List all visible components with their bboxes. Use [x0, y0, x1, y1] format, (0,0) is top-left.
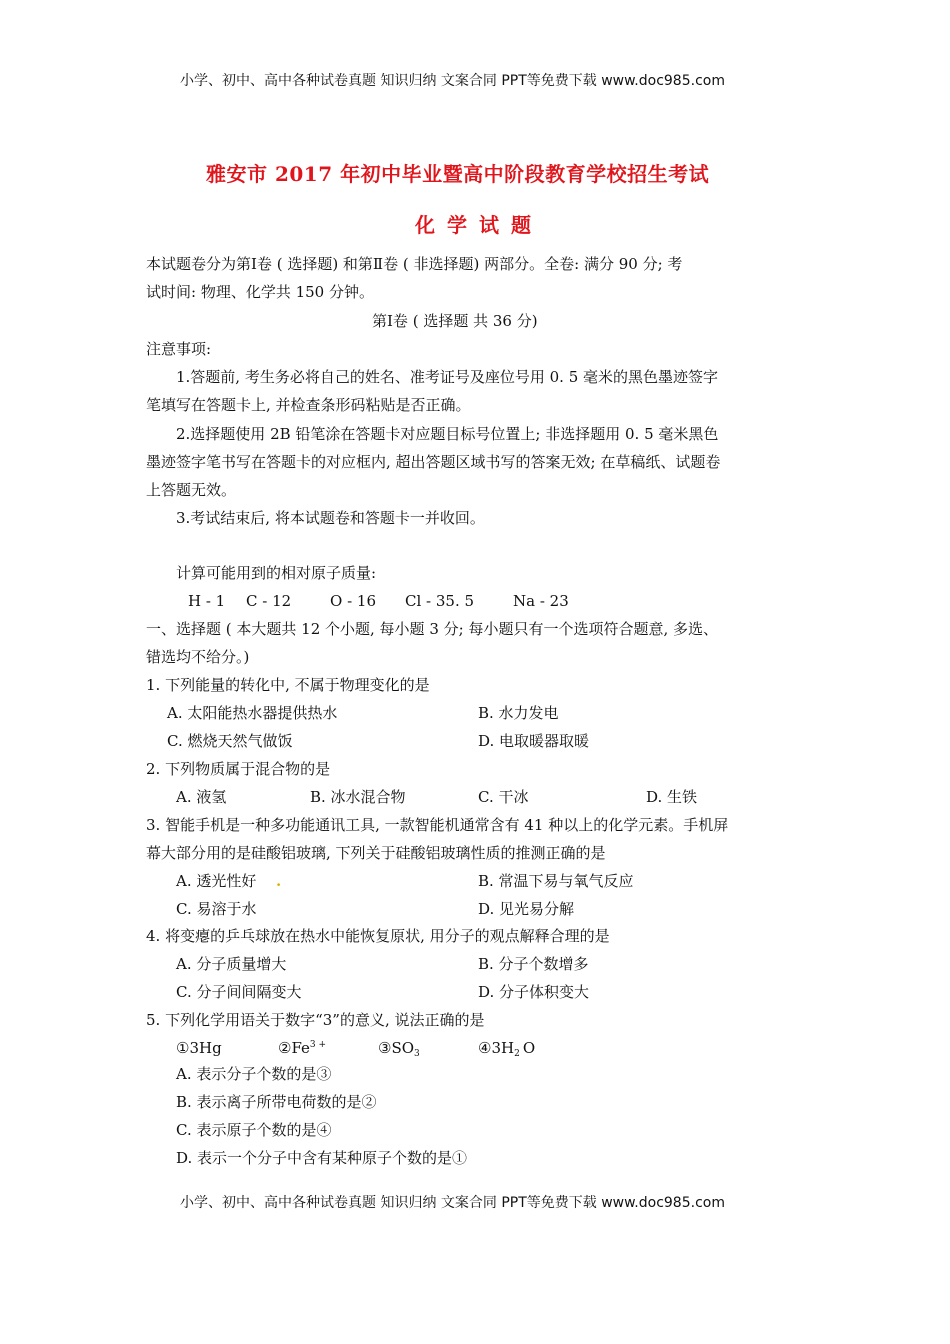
q1-option-d: D. 电取暖器取暖: [478, 732, 590, 750]
q1-option-a: A. 太阳能热水器提供热水: [167, 704, 338, 722]
q2-option-b: B. 冰水混合物: [310, 788, 406, 806]
subject-title: 化学试题: [415, 213, 543, 237]
q5-option-c: C. 表示原子个数的是④: [176, 1121, 332, 1139]
page-header: 小学、初中、高中各种试卷真题 知识归纳 文案合同 PPT等免费下载 www.doc985.com: [180, 73, 725, 89]
note-3: 3.考试结束后, 将本试题卷和答题卡一并收回。: [176, 509, 485, 527]
q1-option-c: C. 燃烧天然气做饭: [167, 732, 293, 750]
q1-option-b: B. 水力发电: [478, 704, 559, 722]
q4-option-b: B. 分子个数增多: [478, 955, 589, 973]
q1-stem: 1. 下列能量的转化中, 不属于物理变化的是: [146, 676, 430, 694]
q3-option-b: B. 常温下易与氧气反应: [478, 872, 634, 890]
page-footer: 小学、初中、高中各种试卷真题 知识归纳 文案合同 PPT等免费下载 www.doc985.com: [180, 1195, 725, 1211]
atomic-mass-h: H - 1: [188, 592, 226, 610]
atomic-mass-c: C - 12: [246, 592, 292, 610]
q3-option-c: C. 易溶于水: [176, 900, 257, 918]
q5-stem: 5. 下列化学用语关于数字“3”的意义, 说法正确的是: [146, 1011, 485, 1029]
note-2a: 2.选择题使用 2B 铅笔涂在答题卡对应题目标号位置上; 非选择题用 0. 5 毫米黑色: [176, 425, 719, 443]
section1-line-2: 错选均不给分。): [146, 648, 250, 666]
q3-option-a: A. 透光性好: [176, 872, 257, 890]
q2-option-c: C. 干冰: [478, 788, 529, 806]
intro-line-2: 试时间: 物理、化学共 150 分钟。: [146, 283, 374, 301]
q5-option-b: B. 表示离子所带电荷数的是②: [176, 1093, 377, 1111]
notes-heading: 注意事项:: [146, 340, 212, 358]
atomic-mass-heading: 计算可能用到的相对原子质量:: [176, 564, 377, 582]
q4-option-d: D. 分子体积变大: [478, 983, 590, 1001]
q2-stem: 2. 下列物质属于混合物的是: [146, 760, 331, 778]
intro-line-1: 本试题卷分为第Ⅰ卷 ( 选择题) 和第Ⅱ卷 ( 非选择题) 两部分。全卷: 满分 90 分; 考: [146, 255, 683, 273]
exam-title: 雅安市 2017 年初中毕业暨高中阶段教育学校招生考试: [206, 162, 710, 186]
q5-formula-2: $②Fe^{3 +}$: [278, 1039, 327, 1057]
part1-heading: 第Ⅰ卷 ( 选择题 共 36 分): [372, 312, 538, 330]
q3-stem-1: 3. 智能手机是一种多功能通讯工具, 一款智能机通常含有 41 种以上的化学元素。手机屏: [146, 816, 729, 834]
q5-option-d: D. 表示一个分子中含有某种原子个数的是①: [176, 1149, 468, 1167]
atomic-mass-o: O - 16: [330, 592, 376, 610]
q2-option-d: D. 生铁: [646, 788, 698, 806]
atomic-mass-cl: Cl - 35. 5: [405, 592, 475, 610]
atomic-mass-na: Na - 23: [513, 592, 569, 610]
q3-mark: .: [276, 872, 282, 890]
section1-line-1: 一、选择题 ( 本大题共 12 个小题, 每小题 3 分; 每小题只有一个选项符合题意, 多选、: [146, 620, 718, 638]
q4-option-c: C. 分子间间隔变大: [176, 983, 302, 1001]
q2-option-a: A. 液氢: [176, 788, 227, 806]
q5-formula-1: ①3Hg: [176, 1039, 222, 1057]
note-1a: 1.答题前, 考生务必将自己的姓名、准考证号及座位号用 0. 5 毫米的黑色墨迹签字: [176, 368, 719, 386]
q5-option-a: A. 表示分子个数的是③: [176, 1065, 332, 1083]
q3-stem-2: 幕大部分用的是硅酸铝玻璃, 下列关于硅酸铝玻璃性质的推测正确的是: [146, 844, 606, 862]
note-2c: 上答题无效。: [146, 481, 237, 499]
note-2b: 墨迹签字笔书写在答题卡的对应框内, 超出答题区域书写的答案无效; 在草稿纸、试题卷: [146, 453, 721, 471]
q4-option-a: A. 分子质量增大: [176, 955, 287, 973]
q5-formula-3: $③SO_3$: [378, 1039, 420, 1059]
q4-stem: 4. 将变瘪的乒乓球放在热水中能恢复原状, 用分子的观点解释合理的是: [146, 927, 610, 945]
note-1b: 笔填写在答题卡上, 并检查条形码粘贴是否正确。: [146, 396, 471, 414]
q3-option-d: D. 见光易分解: [478, 900, 575, 918]
q5-formula-4: $④3H_2$ O: [478, 1039, 536, 1059]
